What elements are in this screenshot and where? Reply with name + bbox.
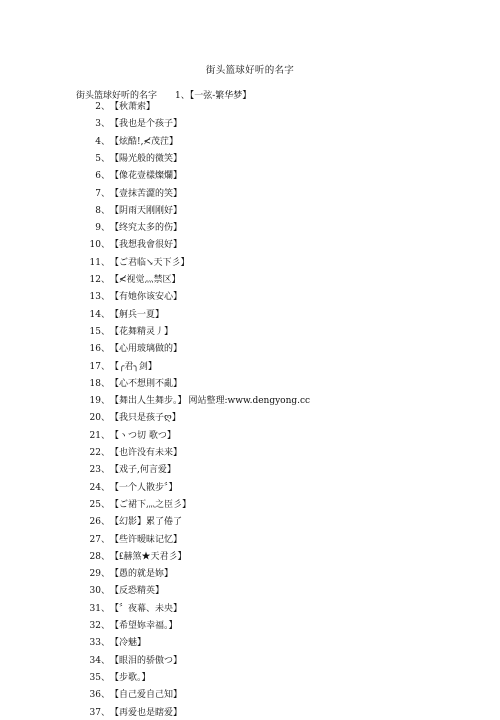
item-number: 15、	[89, 326, 110, 337]
item-name: 【愚的就是妳】	[110, 569, 174, 580]
item-name: 【步歌。】	[110, 672, 151, 683]
item-name: 【一个人散步〞】	[110, 482, 178, 493]
item-name: 【〞夜幕、未央】	[110, 603, 183, 614]
item-number: 6、	[95, 171, 110, 182]
item-number: 16、	[89, 344, 110, 355]
item-name: 【╭君╮剑】	[110, 361, 157, 372]
list-item	[0, 619, 178, 633]
item-number: 17、	[89, 361, 110, 372]
intro-first-num: 1、	[175, 91, 190, 101]
item-number: 30、	[89, 586, 110, 597]
item-name: 【壹抹苦澀的笑】	[110, 188, 183, 199]
item-number: 23、	[89, 465, 110, 476]
list-item	[0, 567, 173, 581]
list-item	[0, 100, 155, 114]
list-item	[0, 238, 182, 252]
item-number: 22、	[89, 448, 110, 458]
item-name: 【我也是个孩子】	[110, 119, 183, 130]
item-number: 7、	[95, 188, 110, 199]
list-item	[0, 256, 190, 270]
item-number: 32、	[89, 621, 110, 631]
item-name: 【戏子,何言爱】	[110, 465, 176, 476]
list-item	[0, 204, 182, 218]
item-number: 11、	[89, 257, 110, 268]
list-item	[0, 636, 146, 650]
list-item	[0, 325, 173, 339]
item-name: 【ヽつ切 歌つ】	[110, 430, 176, 441]
item-name: 【₤赫煞★天君彡】	[110, 551, 187, 562]
item-name: 【秋萧索】	[110, 102, 156, 112]
list-item	[0, 117, 182, 131]
item-name: 【有她你该安心】	[110, 292, 183, 303]
item-name: 【反恐精英】	[110, 586, 165, 597]
item-number: 5、	[95, 153, 110, 164]
item-name: 【ご裙下灬之臣彡】	[110, 499, 192, 510]
item-name: 【也许没有未来】	[110, 448, 183, 458]
item-name: 【炫酷!,≮茂茳】	[110, 136, 179, 147]
item-number: 28、	[89, 551, 110, 562]
item-name: 【心不想則不亂】	[110, 378, 183, 389]
list-item	[0, 169, 182, 183]
item-number: 8、	[95, 205, 110, 216]
list-item	[0, 671, 151, 685]
item-number: 19、	[89, 396, 110, 407]
list-item	[0, 446, 182, 460]
item-number: 14、	[89, 309, 110, 320]
item-name: 【幻影】累了倦了	[110, 517, 183, 528]
list-item	[0, 135, 178, 149]
list-item	[0, 602, 182, 616]
list-item	[0, 463, 176, 477]
item-number: 26、	[89, 517, 110, 528]
list-item	[0, 342, 182, 356]
list-item	[0, 377, 182, 391]
intro-first-name: 【一弦-繁华梦】	[189, 91, 252, 101]
intro-label: 街头篮球好听的名字	[76, 91, 158, 101]
list-item	[0, 273, 181, 287]
item-name: 【冷魅】	[110, 638, 147, 649]
item-number: 12、	[89, 275, 110, 285]
list-item	[0, 654, 182, 668]
item-name: 【再爱也是瞎爱】	[110, 707, 183, 718]
list-item	[0, 221, 182, 235]
list-item	[0, 688, 182, 702]
item-number: 36、	[89, 690, 110, 701]
item-number: 27、	[89, 534, 110, 545]
item-number: 9、	[95, 223, 110, 234]
source-note: 网站整理:www.dengyong.cc	[188, 396, 311, 407]
item-number: 25、	[89, 499, 110, 510]
item-name: 【我只是孩子ღ】	[110, 413, 181, 424]
item-name: 【终究太多的伤】	[110, 223, 183, 234]
list-item	[0, 481, 178, 495]
item-number: 37、	[89, 707, 110, 718]
item-name: 【心用玻璃做的】	[110, 344, 183, 355]
list-item	[0, 550, 187, 564]
item-name: 【阴雨天刚刚好】	[110, 205, 183, 216]
list-item	[0, 498, 191, 512]
page-title: 街头篮球好听的名字	[205, 65, 295, 76]
item-name: 【舞出人生舞步。】	[110, 396, 187, 407]
item-number: 13、	[89, 292, 110, 303]
list-item	[0, 429, 176, 443]
item-number: 33、	[89, 638, 110, 649]
list-item	[0, 584, 164, 598]
item-number: 35、	[89, 672, 110, 683]
list-item	[0, 290, 182, 304]
item-name: 【花舞精灵丿】	[110, 326, 174, 337]
list-item	[0, 360, 157, 374]
item-number: 4、	[95, 136, 110, 147]
item-name: 【≮视觉灬禁区】	[110, 275, 181, 285]
item-number: 18、	[89, 378, 110, 389]
item-number: 20、	[89, 413, 110, 424]
item-number: 24、	[89, 482, 110, 493]
item-number: 34、	[89, 655, 110, 666]
list-item	[0, 394, 310, 408]
item-name: 【希望妳幸福。】	[110, 621, 178, 631]
item-number: 2、	[95, 102, 110, 112]
item-name: 【像花壹樣燦爛】	[110, 171, 183, 182]
list-item	[0, 411, 181, 425]
list-item	[0, 152, 182, 166]
item-number: 3、	[95, 119, 110, 130]
item-name: 【些许暧昧记忆】	[110, 534, 183, 545]
item-name: 【ご君临↘天下彡】	[110, 257, 190, 268]
item-name: 【陽光般的微笑】	[110, 153, 183, 164]
item-number: 29、	[89, 569, 110, 580]
item-number: 31、	[89, 603, 110, 614]
item-name: 【眼泪的骄傲つ】	[110, 655, 183, 666]
item-name: 【自己爱自己知】	[110, 690, 183, 701]
list-item	[0, 308, 164, 322]
list-item	[0, 187, 182, 201]
list-item	[0, 533, 182, 547]
item-name: 【我想我會很好】	[110, 240, 183, 251]
item-number: 10、	[89, 240, 110, 251]
item-name: 【舸兵一夏】	[110, 309, 165, 320]
item-number: 21、	[89, 430, 110, 441]
list-item	[0, 515, 182, 529]
